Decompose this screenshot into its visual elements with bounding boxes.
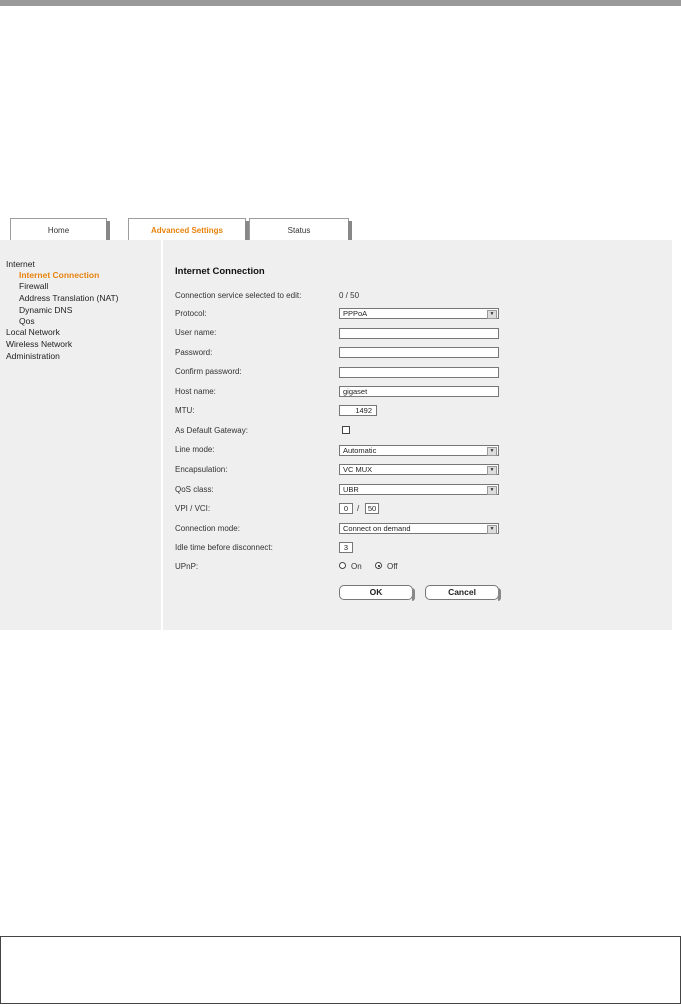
page-title: Internet Connection xyxy=(175,266,265,277)
vci-input[interactable]: 50 xyxy=(365,503,379,514)
qos-class-select-value: UBR xyxy=(343,485,359,494)
sidebar-item-wireless-network[interactable]: Wireless Network xyxy=(6,339,73,349)
sidebar-item-nat[interactable]: Address Translation (NAT) xyxy=(19,293,119,303)
sidebar-item-dynamic-dns[interactable]: Dynamic DNS xyxy=(19,305,73,315)
default-gateway-label: As Default Gateway: xyxy=(175,426,248,435)
protocol-select[interactable] xyxy=(339,308,499,319)
line-mode-select[interactable] xyxy=(339,445,499,456)
host-name-label: Host name: xyxy=(175,387,216,396)
tab-status-label: Status xyxy=(287,226,311,235)
username-input[interactable] xyxy=(339,328,499,339)
note-box xyxy=(0,936,681,1004)
top-rule xyxy=(0,0,681,6)
ok-button[interactable] xyxy=(339,585,413,600)
tab-advanced-settings[interactable] xyxy=(128,218,246,240)
confirm-password-label: Confirm password: xyxy=(175,367,242,376)
chevron-down-icon: ▼ xyxy=(487,310,497,319)
cancel-button[interactable] xyxy=(425,585,499,600)
chevron-down-icon: ▼ xyxy=(487,525,497,534)
main-panel xyxy=(0,240,672,630)
connection-mode-select[interactable] xyxy=(339,523,499,534)
qos-class-select[interactable] xyxy=(339,484,499,495)
vpi-vci-separator: / xyxy=(357,504,360,513)
chevron-down-icon: ▼ xyxy=(487,466,497,475)
upnp-off-radio[interactable] xyxy=(375,562,382,569)
sidebar-item-administration[interactable]: Administration xyxy=(6,351,60,361)
upnp-off-label: Off xyxy=(387,562,398,571)
upnp-on-radio[interactable] xyxy=(339,562,346,569)
connection-mode-select-value: Connect on demand xyxy=(343,524,411,533)
chevron-down-icon: ▼ xyxy=(487,486,497,495)
service-value: 0 / 50 xyxy=(339,291,360,300)
qos-class-label: QoS class: xyxy=(175,485,214,494)
mtu-label: MTU: xyxy=(175,406,195,415)
sidebar-item-firewall[interactable]: Firewall xyxy=(19,281,49,291)
idle-time-label: Idle time before disconnect: xyxy=(175,543,273,552)
mtu-input[interactable]: 1492 xyxy=(339,405,377,416)
encapsulation-select[interactable] xyxy=(339,464,499,475)
password-label: Password: xyxy=(175,348,213,357)
encapsulation-select-value: VC MUX xyxy=(343,465,373,474)
service-label: Connection service selected to edit: xyxy=(175,291,302,300)
protocol-select-value: PPPoA xyxy=(343,309,368,318)
line-mode-label: Line mode: xyxy=(175,445,215,454)
upnp-label: UPnP: xyxy=(175,562,199,571)
tab-home-label: Home xyxy=(47,226,70,235)
protocol-label: Protocol: xyxy=(175,309,207,318)
encapsulation-label: Encapsulation: xyxy=(175,465,228,474)
username-label: User name: xyxy=(175,328,217,337)
default-gateway-checkbox[interactable] xyxy=(342,426,350,434)
sidebar-item-local-network[interactable]: Local Network xyxy=(6,327,60,337)
idle-time-input[interactable]: 3 xyxy=(339,542,353,553)
sidebar xyxy=(0,240,163,630)
sidebar-item-internet-connection[interactable]: Internet Connection xyxy=(19,270,100,280)
cancel-button-label: Cancel xyxy=(448,587,476,597)
tab-advanced-settings-label: Advanced Settings xyxy=(150,226,223,235)
line-mode-select-value: Automatic xyxy=(343,446,377,455)
ok-button-label: OK xyxy=(369,587,383,597)
sidebar-item-internet[interactable]: Internet xyxy=(6,259,35,269)
tab-home[interactable] xyxy=(10,218,107,240)
vpi-input[interactable]: 0 xyxy=(339,503,353,514)
confirm-password-input[interactable] xyxy=(339,367,499,378)
tab-status[interactable] xyxy=(249,218,349,240)
tab-bar xyxy=(0,218,681,241)
form-content xyxy=(175,240,665,630)
sidebar-item-qos[interactable]: Qos xyxy=(19,316,35,326)
chevron-down-icon: ▼ xyxy=(487,447,497,456)
password-input[interactable] xyxy=(339,347,499,358)
connection-mode-label: Connection mode: xyxy=(175,524,240,533)
vpi-vci-label: VPI / VCI: xyxy=(175,504,211,513)
host-name-input[interactable]: gigaset xyxy=(339,386,499,397)
upnp-on-label: On xyxy=(351,562,362,571)
